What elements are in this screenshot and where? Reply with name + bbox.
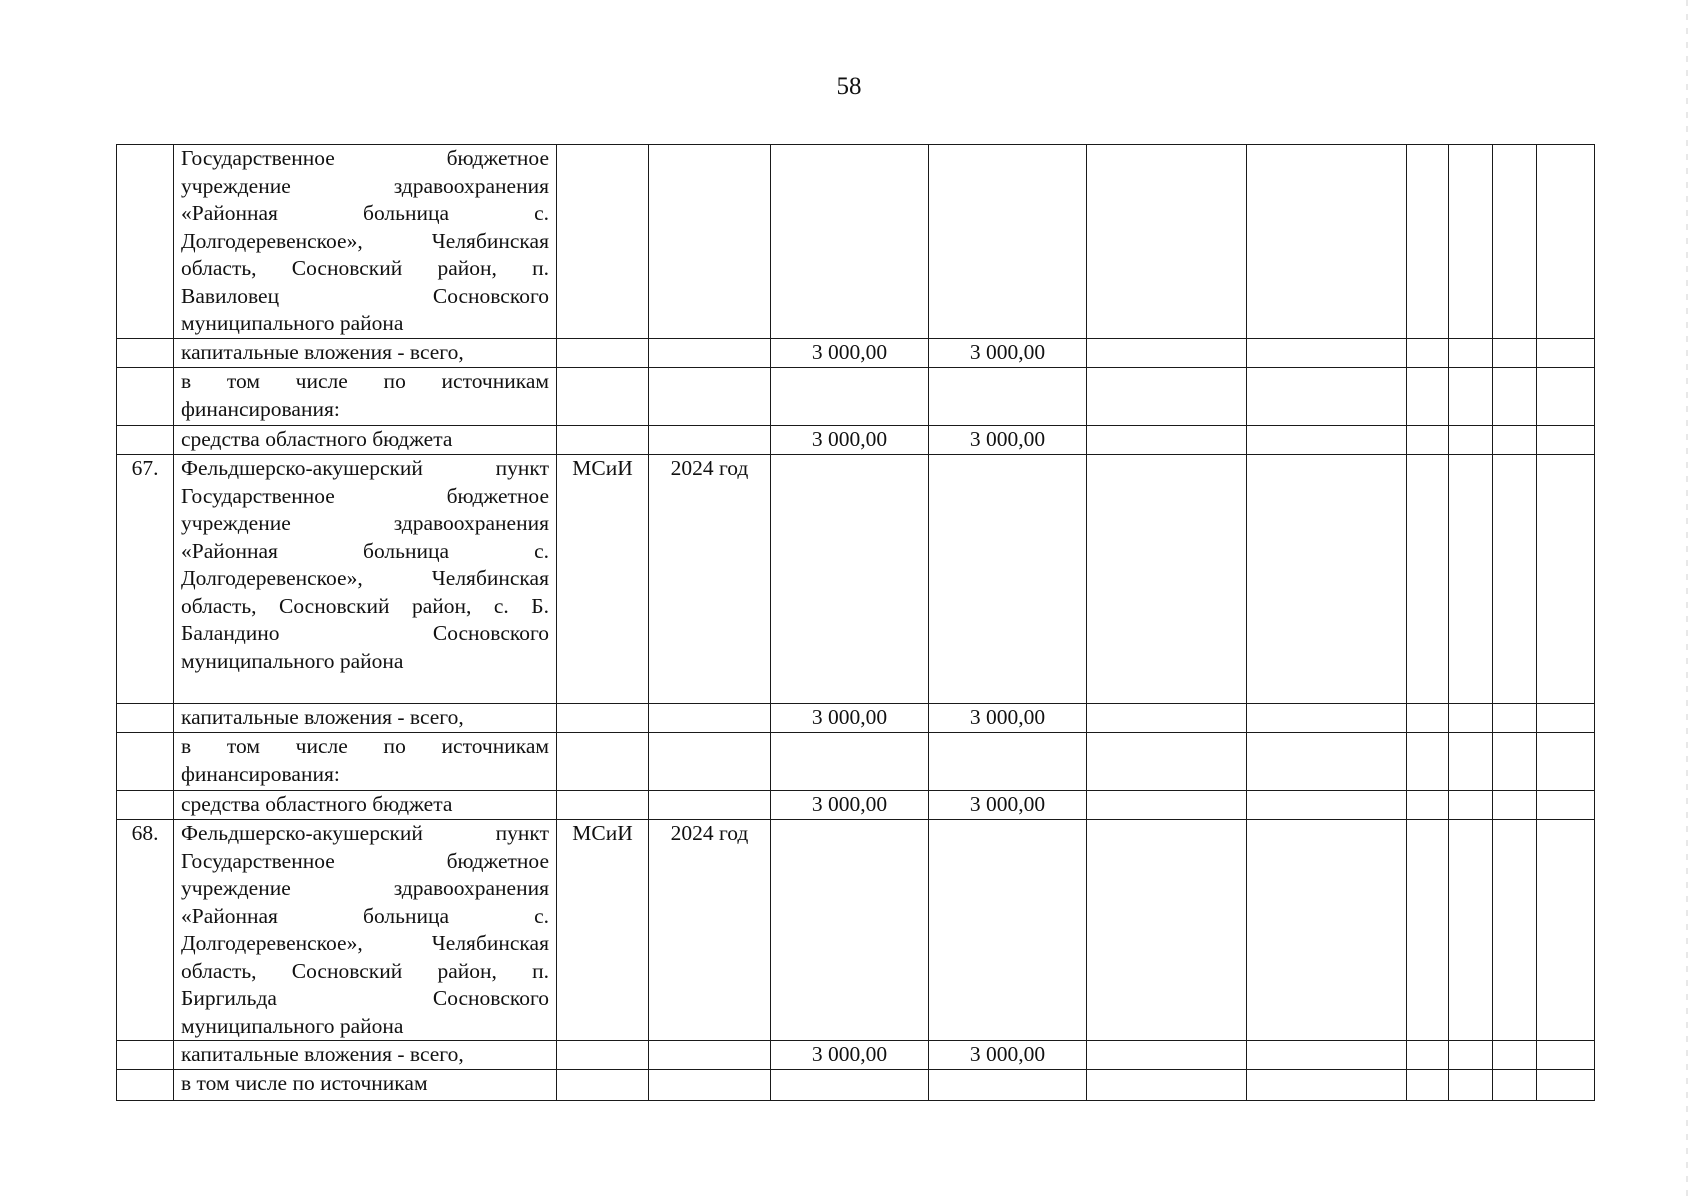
empty-cell (1493, 791, 1537, 820)
empty-cell (1449, 455, 1493, 704)
empty-cell (1537, 1041, 1595, 1070)
empty-cell (1407, 368, 1449, 426)
empty-cell (1493, 145, 1537, 339)
table-row (117, 145, 1595, 339)
empty-cell (1087, 339, 1247, 368)
table-body (117, 145, 1595, 1101)
amount-cell (929, 1070, 1087, 1101)
empty-cell (1493, 820, 1537, 1041)
object-name-cell: в том числе по источникам финансирования: (174, 368, 557, 426)
period-cell (649, 1070, 771, 1101)
amount-cell: 3 000,00 (771, 1041, 929, 1070)
customer-cell (557, 145, 649, 339)
period-cell (649, 145, 771, 339)
amount-cell (771, 455, 929, 704)
empty-cell (1087, 791, 1247, 820)
empty-cell (1407, 1070, 1449, 1101)
table-row-item-68 (117, 820, 1595, 1041)
row-number-cell (117, 339, 174, 368)
customer-cell: МСиИ (557, 820, 649, 1041)
period-cell (649, 339, 771, 368)
investment-table (116, 144, 1595, 1101)
customer-cell: МСиИ (557, 455, 649, 704)
empty-cell (1407, 455, 1449, 704)
amount-cell (929, 368, 1087, 426)
object-name-cell: капитальные вложения - всего, (174, 704, 557, 733)
period-cell: 2024 год (649, 820, 771, 1041)
row-number-cell: 67. (117, 455, 174, 704)
empty-cell (1247, 145, 1407, 339)
customer-cell (557, 704, 649, 733)
object-name-cell: капитальные вложения - всего, (174, 1041, 557, 1070)
scan-edge (1686, 0, 1688, 1200)
row-number-cell (117, 791, 174, 820)
amount-cell: 3 000,00 (771, 791, 929, 820)
amount-cell: 3 000,00 (929, 1041, 1087, 1070)
empty-cell (1087, 455, 1247, 704)
empty-cell (1247, 1070, 1407, 1101)
period-cell (649, 791, 771, 820)
empty-cell (1247, 704, 1407, 733)
amount-cell (771, 1070, 929, 1101)
table-row (117, 733, 1595, 791)
empty-cell (1493, 339, 1537, 368)
empty-cell (1449, 426, 1493, 455)
object-name-cell: Государственное бюджетное учреждение здравоохранения «Районная больница с. Долгодеревенское», Челябинская область, Сосновский район, п. Вавиловец Сосновского муниципального района (174, 145, 557, 339)
empty-cell (1449, 791, 1493, 820)
empty-cell (1493, 704, 1537, 733)
empty-cell (1449, 339, 1493, 368)
empty-cell (1493, 426, 1537, 455)
empty-cell (1493, 733, 1537, 791)
period-cell (649, 733, 771, 791)
table-row (117, 1041, 1595, 1070)
amount-cell: 3 000,00 (929, 791, 1087, 820)
customer-cell (557, 339, 649, 368)
customer-cell (557, 368, 649, 426)
row-number-cell (117, 704, 174, 733)
object-name-cell: Фельдшерско-акушерский пункт Государственное бюджетное учреждение здравоохранения «Районная больница с. Долгодеревенское», Челябинская область, Сосновский район, п. Биргильда Сосновского муниципального района (174, 820, 557, 1041)
row-number-cell: 68. (117, 820, 174, 1041)
empty-cell (1407, 791, 1449, 820)
table-row (117, 1070, 1595, 1101)
empty-cell (1537, 455, 1595, 704)
empty-cell (1087, 1041, 1247, 1070)
empty-cell (1493, 368, 1537, 426)
empty-cell (1247, 455, 1407, 704)
empty-cell (1493, 455, 1537, 704)
empty-cell (1247, 339, 1407, 368)
amount-cell: 3 000,00 (771, 704, 929, 733)
period-cell (649, 1041, 771, 1070)
amount-cell (929, 145, 1087, 339)
amount-cell (929, 733, 1087, 791)
empty-cell (1247, 791, 1407, 820)
empty-cell (1449, 820, 1493, 1041)
empty-cell (1407, 733, 1449, 791)
empty-cell (1537, 145, 1595, 339)
amount-cell: 3 000,00 (771, 426, 929, 455)
empty-cell (1449, 704, 1493, 733)
row-number-cell (117, 1070, 174, 1101)
empty-cell (1449, 1070, 1493, 1101)
customer-cell (557, 1070, 649, 1101)
empty-cell (1537, 704, 1595, 733)
period-cell (649, 426, 771, 455)
empty-cell (1537, 426, 1595, 455)
amount-cell (929, 455, 1087, 704)
row-number-cell (117, 733, 174, 791)
amount-cell (771, 820, 929, 1041)
empty-cell (1087, 704, 1247, 733)
customer-cell (557, 791, 649, 820)
amount-cell: 3 000,00 (929, 426, 1087, 455)
empty-cell (1537, 791, 1595, 820)
empty-cell (1247, 733, 1407, 791)
empty-cell (1247, 368, 1407, 426)
row-number-cell (117, 368, 174, 426)
empty-cell (1087, 426, 1247, 455)
amount-cell (771, 368, 929, 426)
empty-cell (1493, 1070, 1537, 1101)
table-row (117, 704, 1595, 733)
amount-cell: 3 000,00 (929, 704, 1087, 733)
empty-cell (1407, 704, 1449, 733)
table-row (117, 791, 1595, 820)
empty-cell (1247, 426, 1407, 455)
empty-cell (1087, 733, 1247, 791)
row-number-cell (117, 1041, 174, 1070)
period-cell (649, 368, 771, 426)
table-row-item-67 (117, 455, 1595, 704)
empty-cell (1247, 820, 1407, 1041)
amount-cell: 3 000,00 (771, 339, 929, 368)
empty-cell (1247, 1041, 1407, 1070)
empty-cell (1537, 368, 1595, 426)
empty-cell (1537, 820, 1595, 1041)
empty-cell (1407, 145, 1449, 339)
empty-cell (1493, 1041, 1537, 1070)
amount-cell (771, 145, 929, 339)
empty-cell (1087, 820, 1247, 1041)
customer-cell (557, 1041, 649, 1070)
table-row (117, 368, 1595, 426)
empty-cell (1449, 733, 1493, 791)
period-cell: 2024 год (649, 455, 771, 704)
customer-cell (557, 426, 649, 455)
table-row (117, 339, 1595, 368)
empty-cell (1537, 1070, 1595, 1101)
empty-cell (1449, 145, 1493, 339)
amount-cell (929, 820, 1087, 1041)
customer-cell (557, 733, 649, 791)
object-name-cell: средства областного бюджета (174, 426, 557, 455)
object-name-cell: средства областного бюджета (174, 791, 557, 820)
empty-cell (1407, 1041, 1449, 1070)
empty-cell (1537, 733, 1595, 791)
empty-cell (1449, 368, 1493, 426)
empty-cell (1087, 368, 1247, 426)
object-name-cell: Фельдшерско-акушерский пункт Государственное бюджетное учреждение здравоохранения «Районная больница с. Долгодеревенское», Челябинская область, Сосновский район, с. Б. Баландино Сосновского муниципального района (174, 455, 557, 704)
amount-cell (771, 733, 929, 791)
row-number-cell (117, 145, 174, 339)
empty-cell (1407, 820, 1449, 1041)
table-row (117, 426, 1595, 455)
empty-cell (1537, 339, 1595, 368)
period-cell (649, 704, 771, 733)
page-number: 58 (836, 73, 862, 100)
empty-cell (1087, 1070, 1247, 1101)
object-name-cell: капитальные вложения - всего, (174, 339, 557, 368)
empty-cell (1407, 339, 1449, 368)
amount-cell: 3 000,00 (929, 339, 1087, 368)
row-number-cell (117, 426, 174, 455)
empty-cell (1449, 1041, 1493, 1070)
object-name-cell: в том числе по источникам (174, 1070, 557, 1101)
object-name-cell: в том числе по источникам финансирования: (174, 733, 557, 791)
empty-cell (1407, 426, 1449, 455)
empty-cell (1087, 145, 1247, 339)
